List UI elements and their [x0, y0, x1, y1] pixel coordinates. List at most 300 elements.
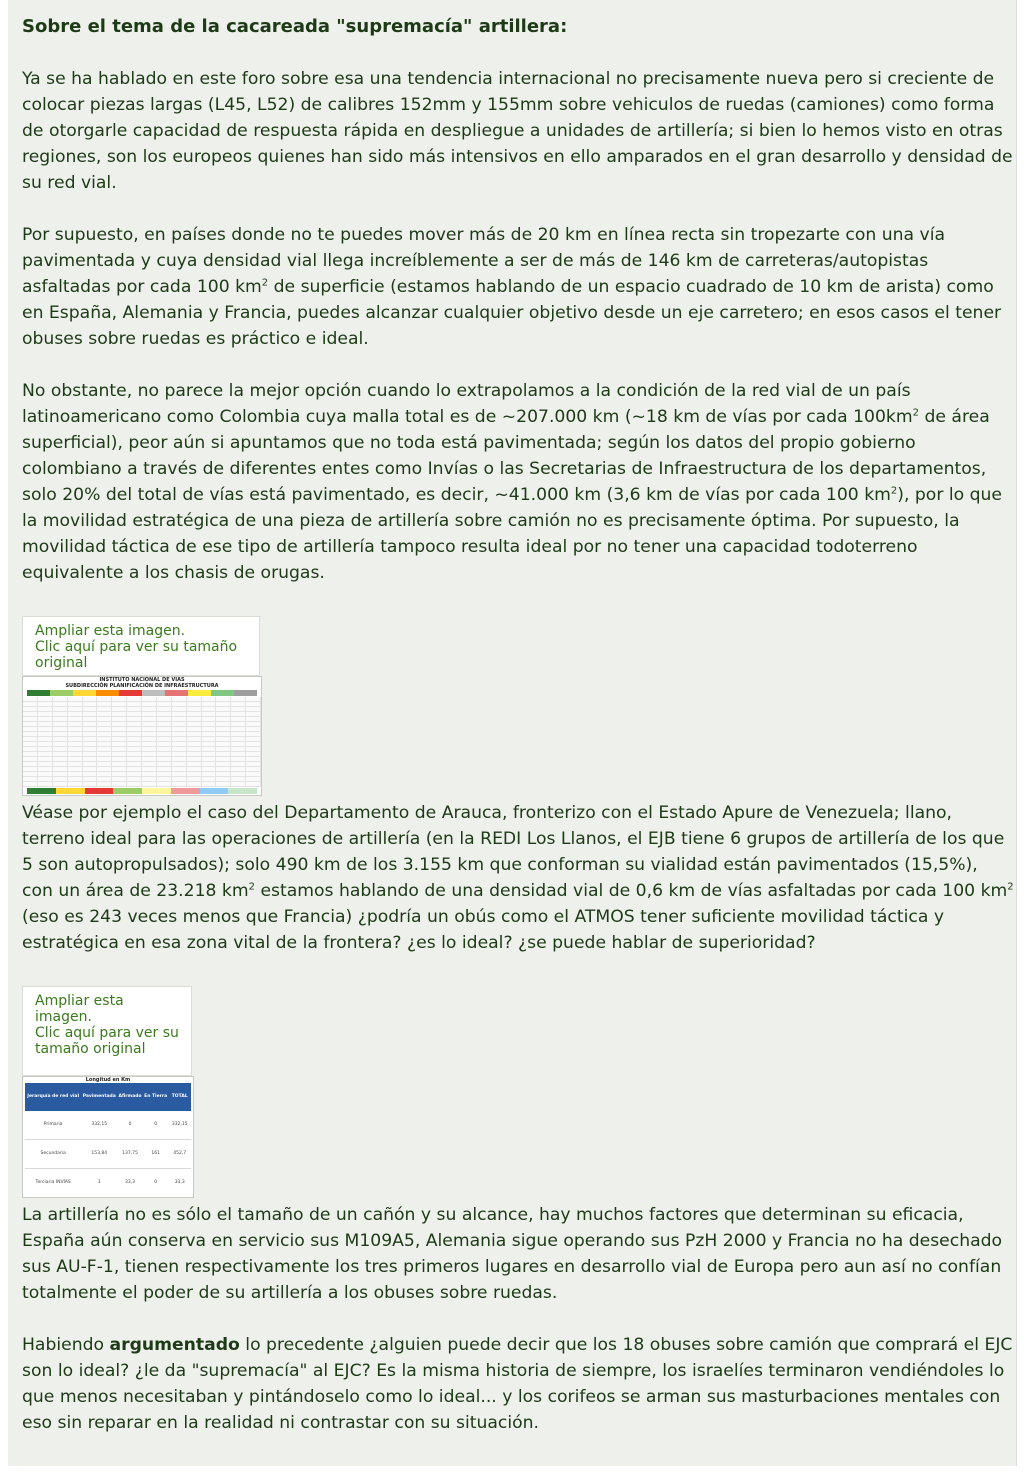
table-grid-cell: [112, 757, 127, 761]
table-grid-cell: [187, 722, 202, 726]
table-grid-cell: [246, 707, 261, 711]
table-grid-cell: [97, 762, 112, 766]
table-grid-cell: [127, 742, 142, 746]
table-total-bar: [27, 788, 257, 794]
table-grid-cell: [53, 707, 68, 711]
table-grid-cell: [112, 772, 127, 776]
table-grid-cell: [68, 727, 83, 731]
table-grid-cell: [127, 752, 142, 756]
enlarge-image-1-link[interactable]: [22, 616, 260, 676]
table-grid-cell: [142, 747, 157, 751]
table-grid-cell: [97, 722, 112, 726]
paragraph-4-text-c: (eso es 243 veces menos que Francia) ¿podría un obús como el ATMOS tener suficiente movilidad táctica y estratégica en esa zona vital de la frontera? ¿es lo ideal? ¿se puede hablar de superioridad?: [22, 907, 945, 953]
table-grid-cell: [68, 717, 83, 721]
table-grid-cell: [23, 777, 38, 781]
table-grid-cell: [23, 697, 38, 701]
table-grid-cell: [187, 732, 202, 736]
table-cell: 1: [81, 1169, 117, 1198]
table-grid-cell: [83, 752, 98, 756]
table-grid-cell: [172, 697, 187, 701]
table-grid-cell: [127, 737, 142, 741]
table-grid-cell: [157, 712, 172, 716]
table-grid-cell: [202, 752, 217, 756]
table-grid-cell: [157, 752, 172, 756]
table-row: [25, 1140, 191, 1169]
table-grid-cell: [38, 757, 53, 761]
table-grid-cell: [216, 782, 231, 786]
table-grid-cell: [157, 762, 172, 766]
table-grid-cell: [216, 772, 231, 776]
table-grid-cell: [97, 712, 112, 716]
table-grid-cell: [142, 752, 157, 756]
table-grid-cell: [216, 752, 231, 756]
table-grid-cell: [68, 777, 83, 781]
table-grid-cell: [83, 722, 98, 726]
table-grid-cell: [68, 772, 83, 776]
paragraph-3-text-c: ), por lo que la movilidad estratégica de una pieza de artillería sobre camión no es precisamente óptima. Por supuesto, la movilidad táctica de ese tipo de artillería tampoco resulta ideal por no tener una capacidad todoterreno equivalente a los chasis de orugas.: [22, 485, 1002, 583]
table-grid-cell: [127, 757, 142, 761]
table-header-cell: Pavimentada: [81, 1083, 117, 1111]
table-grid-cell: [142, 782, 157, 786]
table-cell: Terciaria INVÍAS: [25, 1169, 81, 1198]
table-grid-cell: [216, 742, 231, 746]
table-grid-cell: [127, 707, 142, 711]
table-grid-cell: [53, 737, 68, 741]
table-grid-cell: [53, 697, 68, 701]
table-grid-cell: [97, 697, 112, 701]
road-network-table-image[interactable]: [22, 676, 262, 796]
table-grid-cell: [142, 757, 157, 761]
table-grid-cell: [53, 782, 68, 786]
table-grid-cell: [112, 727, 127, 731]
table-grid-cell: [97, 727, 112, 731]
table-grid-cell: [38, 762, 53, 766]
table-grid-cell: [127, 727, 142, 731]
table-grid-cell: [127, 762, 142, 766]
table-grid-cell: [231, 757, 246, 761]
table-grid-cell: [157, 697, 172, 701]
table-grid-cell: [187, 782, 202, 786]
table-cell: [168, 1198, 191, 1199]
arauca-roads-table-image[interactable]: [22, 1076, 194, 1198]
table-grid-cell: [246, 717, 261, 721]
paragraph-6: [22, 1332, 1014, 1436]
enlarge-line-1: Ampliar esta imagen.: [35, 623, 186, 639]
table-grid-cell: [127, 732, 142, 736]
table-grid-cell: [187, 727, 202, 731]
table-grid-cell: [23, 712, 38, 716]
table-grid-cell: [38, 747, 53, 751]
table-grid-cell: [38, 727, 53, 731]
table-grid-cell: [216, 702, 231, 706]
paragraph-4: [22, 800, 1014, 956]
table-grid-cell: [23, 757, 38, 761]
table-grid-cell: [38, 772, 53, 776]
table-grid-cell: [172, 707, 187, 711]
table-grid-cell: [68, 722, 83, 726]
table-grid-cell: [172, 732, 187, 736]
table-grid-cell: [68, 782, 83, 786]
paragraph-2: [22, 222, 1014, 352]
table-grid-cell: [202, 737, 217, 741]
table-grid-cell: [246, 727, 261, 731]
table-grid-cell: [112, 697, 127, 701]
table-grid-cell: [68, 707, 83, 711]
table-grid-cell: [231, 747, 246, 751]
table-grid-cell: [83, 732, 98, 736]
table-grid-cell: [23, 707, 38, 711]
table-grid-cell: [142, 707, 157, 711]
table-grid-cell: [216, 762, 231, 766]
table-grid-cell: [53, 762, 68, 766]
table-grid-cell: [246, 737, 261, 741]
table-grid-cell: [157, 702, 172, 706]
paragraph-5: La artillería no es sólo el tamaño de un cañón y su alcance, hay muchos factores que determinan su eficacia, España aún conserva en servicio sus M109A5, Alemania sigue operando sus PzH 2000 y Francia no ha desechado sus AU-F-1, tienen respectivamente los tres primeros lugares en desarrollo vial de Europa pero aun así no confían totalmente el poder de su artillería a los obuses sobre ruedas.: [22, 1205, 1003, 1303]
table-grid-cell: [97, 732, 112, 736]
table-cell: 452,7: [168, 1140, 191, 1169]
table-grid-cell: [142, 777, 157, 781]
table-cell: 0: [143, 1169, 169, 1198]
table-grid-cell: [187, 757, 202, 761]
table-grid-cell: [172, 762, 187, 766]
table-grid-cell: [187, 717, 202, 721]
table-grid-cell: [157, 722, 172, 726]
table-grid-cell: [231, 762, 246, 766]
table-grid-cell: [187, 752, 202, 756]
table-grid-cell: [38, 732, 53, 736]
table-grid-cell: [187, 712, 202, 716]
table-row: [25, 1111, 191, 1140]
table-grid-cell: [83, 697, 98, 701]
table-grid-cell: [127, 772, 142, 776]
table-cell: 137,75: [117, 1140, 143, 1169]
table-row: [25, 1198, 191, 1199]
table-grid-cell: [53, 752, 68, 756]
table-header-cell: Afirmado: [117, 1083, 143, 1111]
table-grid-cell: [83, 762, 98, 766]
table-grid-cell: [157, 782, 172, 786]
table-grid-cell: [97, 747, 112, 751]
table-grid-cell: [53, 757, 68, 761]
table-grid-cell: [157, 742, 172, 746]
table-grid-cell: [142, 762, 157, 766]
table-grid-cell: [112, 782, 127, 786]
table-grid-cell: [231, 737, 246, 741]
table-grid-cell: [246, 757, 261, 761]
table-grid-cell: [157, 717, 172, 721]
table-grid-cell: [68, 747, 83, 751]
enlarge-line-2: Clic aquí para ver su tamaño original: [35, 1025, 179, 1057]
table-grid-cell: [172, 777, 187, 781]
table-grid-row: [23, 782, 261, 787]
table-grid-cell: [231, 752, 246, 756]
table-grid-cell: [38, 737, 53, 741]
table-grid-cell: [112, 752, 127, 756]
superscript-2: 2: [1007, 881, 1014, 893]
table-grid-cell: [231, 782, 246, 786]
table-grid-cell: [246, 777, 261, 781]
table-grid-cell: [97, 777, 112, 781]
table-grid-cell: [172, 717, 187, 721]
table-grid-cell: [246, 762, 261, 766]
table-grid-cell: [187, 747, 202, 751]
table-grid-cell: [97, 702, 112, 706]
table-cell: Secundaria: [25, 1140, 81, 1169]
superscript-2: 2: [261, 277, 269, 289]
table-cell: [25, 1198, 81, 1199]
table-grid-cell: [83, 777, 98, 781]
table-grid-cell: [172, 742, 187, 746]
table-grid-cell: [23, 717, 38, 721]
image-1-caption: INSTITUTO NACIONAL DE VÍAS: [99, 677, 185, 683]
table-grid-cell: [172, 782, 187, 786]
table-grid-cell: [202, 722, 217, 726]
table-grid-cell: [53, 727, 68, 731]
superscript-2: 2: [890, 485, 898, 497]
table-grid-cell: [231, 777, 246, 781]
table-grid-cell: [216, 747, 231, 751]
enlarge-line-2: Clic aquí para ver su tamaño original: [35, 639, 238, 671]
table-grid-cell: [23, 782, 38, 786]
table-grid-cell: [112, 742, 127, 746]
table-grid-cell: [127, 767, 142, 771]
table-header-cell: Jerarquía de red vial: [25, 1083, 81, 1111]
table-grid-cell: [112, 712, 127, 716]
table-grid-cell: [68, 752, 83, 756]
table-cell: 332,15: [168, 1111, 191, 1140]
table-grid-cell: [53, 772, 68, 776]
table-grid-cell: [231, 702, 246, 706]
table-cell: [117, 1198, 143, 1199]
table-grid-cell: [23, 752, 38, 756]
table-grid-cell: [187, 742, 202, 746]
table-grid-cell: [53, 777, 68, 781]
table-grid: [23, 697, 261, 787]
table-grid-cell: [246, 732, 261, 736]
table-grid-cell: [216, 777, 231, 781]
table-grid-cell: [68, 737, 83, 741]
table-grid-cell: [216, 767, 231, 771]
table-header-cell: En Tierra: [143, 1083, 169, 1111]
table-grid-cell: [231, 772, 246, 776]
table-grid-cell: [38, 697, 53, 701]
paragraph-3-text-b: de área superficial), peor aún si apuntamos que no toda está pavimentada; según los datos del propio gobierno colombiano a través de diferentes entes como Invías o las Secretarias de Infraestructura de los departamentos, solo 20% del total de vías está pavimentado, es decir, ~41.000 km (3,6 km de vías por cada 100 km: [22, 407, 990, 505]
paragraph-3-text-a: No obstante, no parece la mejor opción cuando lo extrapolamos a la condición de la red vial de un país latinoamericano como Colombia cuya malla total es de ~207.000 km (~18 km de vías por cada 100km: [22, 381, 913, 427]
bold-word: argumentado: [109, 1335, 240, 1355]
table-grid-cell: [246, 767, 261, 771]
table-grid-cell: [142, 702, 157, 706]
table-grid-cell: [216, 737, 231, 741]
arauca-roads-table: [25, 1083, 191, 1198]
table-grid-cell: [38, 777, 53, 781]
table-grid-cell: [172, 702, 187, 706]
table-header-bar: [27, 690, 257, 696]
table-grid-cell: [142, 737, 157, 741]
table-grid-cell: [112, 717, 127, 721]
table-grid-cell: [187, 772, 202, 776]
paragraph-2-text-b: de superficie (estamos hablando de un espacio cuadrado de 10 km de arista) como en España, Alemania y Francia, puedes alcanzar cualquier objetivo desde un eje carretero; en esos casos el tener obuses sobre ruedas es práctico e ideal.: [22, 277, 1002, 349]
forum-post: [8, 0, 1017, 1466]
table-grid-cell: [202, 702, 217, 706]
table-grid-cell: [172, 722, 187, 726]
table-grid-cell: [202, 782, 217, 786]
table-grid-cell: [231, 767, 246, 771]
paragraph-1: Ya se ha hablado en este foro sobre esa una tendencia internacional no precisamente nueva pero si creciente de colocar piezas largas (L45, L52) de calibres 152mm y 155mm sobre vehiculos de ruedas (camiones) como forma de otorgarle capacidad de respuesta rápida en despliegue a unidades de artillería; si bien lo hemos visto en otras regiones, son los europeos quienes han sido más intensivos en ello amparados en el gran desarrollo y densidad de su red vial.: [22, 69, 1013, 193]
paragraph-4-text-b: estamos hablando de una densidad vial de 0,6 km de vías asfaltadas por cada 100 km: [255, 881, 1008, 901]
table-grid-cell: [142, 767, 157, 771]
table-grid-cell: [216, 757, 231, 761]
table-grid-cell: [53, 712, 68, 716]
table-grid-cell: [172, 747, 187, 751]
paragraph-6-text-c: lo precedente ¿alguien puede decir que los 18 obuses sobre camión que comprará el EJC son lo ideal? ¿le da "supremacía" al EJC? Es la misma historia de siempre, los israelíes terminaron vendiéndoles lo que menos necesitaban y pintándoselo como lo ideal... y los corifeos se arman sus masturbaciones mentales con eso sin reparar en la realidad ni contrastar con su situación.: [22, 1335, 1013, 1433]
enlarge-line-1: Ampliar esta imagen.: [35, 993, 124, 1025]
table-grid-cell: [83, 727, 98, 731]
table-grid-cell: [68, 697, 83, 701]
table-grid-cell: [127, 777, 142, 781]
image-1-subcaption: SUBDIRECCIÓN PLANIFICACIÓN DE INFRAESTRUCTURA: [65, 683, 219, 689]
table-grid-cell: [246, 742, 261, 746]
table-grid-cell: [53, 717, 68, 721]
table-grid-cell: [142, 697, 157, 701]
table-cell: 332,15: [81, 1111, 117, 1140]
table-grid-cell: [97, 707, 112, 711]
table-grid-cell: [246, 752, 261, 756]
table-grid-cell: [23, 722, 38, 726]
table-grid-cell: [83, 737, 98, 741]
table-grid-cell: [23, 702, 38, 706]
table-grid-cell: [202, 727, 217, 731]
paragraph-6-text-a: Habiendo: [22, 1335, 110, 1355]
table-grid-cell: [157, 767, 172, 771]
table-grid-cell: [23, 747, 38, 751]
table-grid-cell: [172, 752, 187, 756]
table-header-cell: TOTAL: [168, 1083, 191, 1111]
table-grid-cell: [187, 697, 202, 701]
table-grid-cell: [187, 777, 202, 781]
table-grid-cell: [68, 732, 83, 736]
table-grid-cell: [202, 762, 217, 766]
table-grid-cell: [231, 722, 246, 726]
table-grid-cell: [157, 777, 172, 781]
table-grid-cell: [83, 712, 98, 716]
table-grid-cell: [216, 732, 231, 736]
table-grid-cell: [187, 767, 202, 771]
table-grid-cell: [202, 777, 217, 781]
table-cell: 33,3: [168, 1169, 191, 1198]
table-grid-cell: [142, 727, 157, 731]
table-grid-cell: [97, 782, 112, 786]
image-1-container: [22, 616, 1014, 796]
table-grid-cell: [231, 732, 246, 736]
table-grid-cell: [127, 717, 142, 721]
table-grid-cell: [38, 742, 53, 746]
table-grid-cell: [23, 762, 38, 766]
table-grid-cell: [38, 717, 53, 721]
table-grid-cell: [172, 772, 187, 776]
table-grid-cell: [202, 707, 217, 711]
table-cell: 153,84: [81, 1140, 117, 1169]
table-grid-cell: [97, 767, 112, 771]
table-grid-cell: [246, 782, 261, 786]
table-grid-cell: [97, 752, 112, 756]
table-grid-cell: [246, 747, 261, 751]
table-grid-cell: [157, 727, 172, 731]
table-grid-cell: [231, 717, 246, 721]
table-grid-cell: [68, 742, 83, 746]
table-grid-cell: [38, 707, 53, 711]
table-grid-cell: [202, 767, 217, 771]
table-grid-cell: [231, 697, 246, 701]
table-grid-cell: [202, 757, 217, 761]
table-grid-cell: [53, 732, 68, 736]
table-grid-cell: [202, 712, 217, 716]
enlarge-image-2-link[interactable]: [22, 986, 192, 1076]
table-grid-cell: [202, 732, 217, 736]
table-grid-cell: [216, 707, 231, 711]
table-grid-cell: [187, 737, 202, 741]
table-grid-cell: [187, 762, 202, 766]
table-cell: Primaria: [25, 1111, 81, 1140]
table-grid-cell: [172, 767, 187, 771]
table-grid-cell: [38, 767, 53, 771]
image-2-caption: Longitud en Km: [85, 1077, 131, 1083]
table-grid-cell: [68, 767, 83, 771]
table-grid-cell: [172, 727, 187, 731]
table-grid-cell: [83, 747, 98, 751]
table-grid-cell: [142, 722, 157, 726]
table-grid-cell: [68, 712, 83, 716]
table-grid-cell: [53, 742, 68, 746]
table-grid-cell: [202, 742, 217, 746]
table-grid-cell: [68, 702, 83, 706]
table-grid-cell: [172, 757, 187, 761]
table-grid-cell: [38, 712, 53, 716]
table-grid-cell: [187, 707, 202, 711]
table-grid-cell: [127, 712, 142, 716]
table-grid-cell: [38, 752, 53, 756]
paragraph-2-text-a: Por supuesto, en países donde no te puedes mover más de 20 km en línea recta sin tropezarte con una vía pavimentada y cuya densidad vial llega increíblemente a ser de más de 146 km de carreteras/autopistas asfaltadas por cada 100 km: [22, 225, 946, 297]
table-grid-cell: [231, 727, 246, 731]
table-grid-cell: [142, 742, 157, 746]
table-grid-cell: [38, 782, 53, 786]
table-grid-cell: [202, 697, 217, 701]
table-grid-cell: [83, 717, 98, 721]
table-grid-cell: [97, 737, 112, 741]
table-grid-cell: [246, 712, 261, 716]
table-grid-cell: [127, 782, 142, 786]
post-title: Sobre el tema de la cacareada "supremacía" artillera:: [22, 16, 568, 37]
table-grid-cell: [157, 772, 172, 776]
table-grid-cell: [231, 707, 246, 711]
table-grid-cell: [23, 727, 38, 731]
table-grid-cell: [142, 717, 157, 721]
table-cell: 33,3: [117, 1169, 143, 1198]
table-grid-cell: [231, 712, 246, 716]
table-grid-cell: [246, 697, 261, 701]
table-grid-cell: [23, 742, 38, 746]
table-grid-cell: [142, 732, 157, 736]
table-grid-cell: [38, 722, 53, 726]
table-grid-cell: [112, 737, 127, 741]
table-grid-cell: [112, 747, 127, 751]
table-grid-cell: [23, 772, 38, 776]
table-grid-cell: [202, 747, 217, 751]
table-grid-cell: [112, 707, 127, 711]
table-grid-cell: [112, 722, 127, 726]
table-cell: 161: [143, 1140, 169, 1169]
table-cell: 0: [143, 1111, 169, 1140]
table-grid-cell: [112, 702, 127, 706]
